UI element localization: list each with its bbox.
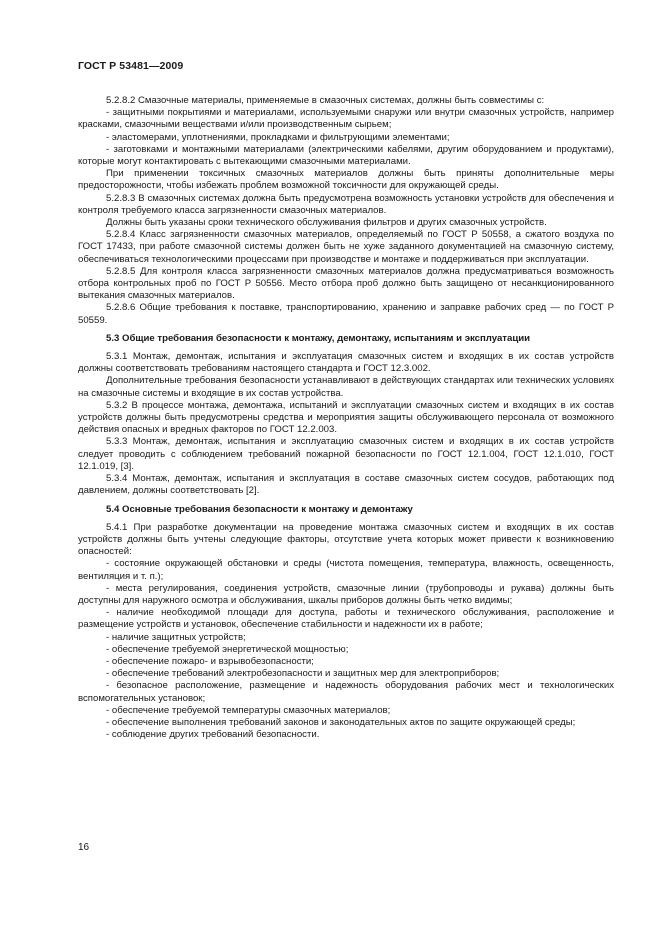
paragraph: При применении токсичных смазочных материалов должны быть приняты дополнительные меры предосторожности, чтобы избежать проблем возможной токсичности для окружающей среды. — [78, 168, 614, 192]
paragraph: 5.3.4 Монтаж, демонтаж, испытания и эксплуатация в составе смазочных систем сосудов, работающих под давлением, должны соответствовать [2]. — [78, 473, 614, 497]
paragraph: - обеспечение выполнения требований законов и законодательных актов по защите окружающей среды; — [106, 716, 576, 728]
paragraph: Должны быть указаны сроки технического обслуживания фильтров и других смазочных устройств. — [106, 217, 547, 229]
paragraph: 5.2.8.3 В смазочных системах должна быть предусмотрена возможность установки устройств для обеспечения и контроля требуемого класса загрязненности смазочных материалов. — [78, 192, 614, 216]
paragraph: Дополнительные требования безопасности устанавливают в действующих стандартах или технических условиях на смазочные системы и входящие в их состав устройства. — [78, 375, 614, 399]
paragraph: - состояние окружающей обстановки и среды (чистота помещения, температура, влажность, освещенность, вентиляция и т. п.); — [78, 558, 614, 582]
paragraph: - обеспечение требуемой температуры смазочных материалов; — [106, 704, 391, 716]
paragraph: 5.2.8.2 Смазочные материалы, применяемые в смазочных системах, должны быть совместимы с: — [106, 95, 545, 106]
paragraph: - места регулирования, соединения устройств, смазочные линии (трубопроводы и рукава) должны быть доступны для наружного осмотра и обслуживания, шкалы приборов должны быть четко видимы; — [78, 582, 614, 606]
document-code-header: ГОСТ Р 53481—2009 — [78, 60, 184, 72]
paragraph: 5.2.8.4 Класс загрязненности смазочных материалов, определяемый по ГОСТ Р 50558, а сжатого воздуха по ГОСТ 17433, при работе смазочной системы должен быть не хуже заданного документацией на смазочную систему, обеспечиваться технологическими процессами при производстве и монтаже и поддерживаться при эксплуатации. — [78, 229, 614, 265]
paragraph: 5.3.3 Монтаж, демонтаж, испытания и эксплуатацию смазочных систем и входящих в их состав устройств следует проводить с соблюдением требований пожарной безопасности по ГОСТ 12.1.004, ГОСТ 12.1.010, ГОСТ 12.1.019, [3]. — [78, 436, 614, 472]
paragraph: - обеспечение требований электробезопасности и защитных мер для электроприборов; — [106, 668, 500, 680]
paragraph: 5.2.8.6 Общие требования к поставке, транспортированию, хранению и заправке рабочих сред — по ГОСТ Р 50559. — [78, 302, 614, 326]
paragraph: - обеспечение пожаро- и взрывобезопасности; — [106, 655, 314, 667]
document-body — [78, 95, 614, 741]
page-number: 16 — [78, 842, 90, 853]
paragraph: - соблюдение других требований безопасности. — [106, 729, 320, 741]
section-heading: 5.3 Общие требования безопасности к монтажу, демонтажу, испытаниям и эксплуатации — [106, 332, 531, 344]
paragraph: - эластомерами, уплотнениями, прокладками и фильтрующими элементами; — [106, 131, 450, 143]
paragraph: 5.3.2 В процессе монтажа, демонтажа, испытаний и эксплуатации смазочных систем и входящих в их состав устройств должны быть предусмотрены средства и мероприятия защиты обслуживающего персонала от возможного действия опасных и вредных факторов по ГОСТ 12.2.003. — [78, 399, 614, 436]
paragraph: 5.4.1 При разработке документации на проведение монтажа смазочных систем и входящих в их состав устройств должны быть учтены следующие факторы, отсутствие учета которых может привести к возникновению опасностей: — [78, 521, 614, 558]
paragraph: - обеспечение требуемой энергетической мощностью; — [106, 643, 349, 655]
paragraph: - безопасное расположение, размещение и надежность оборудования рабочих мест и технологических вспомогательных установок; — [78, 680, 614, 704]
paragraph: - наличие защитных устройств; — [106, 631, 246, 643]
paragraph: - защитными покрытиями и материалами, используемыми снаружи или внутри смазочных устройств, например красками, смазочными веществами и/или производственным сырьем; — [78, 107, 614, 131]
paragraph: - наличие необходимой площади для доступа, работы и технического обслуживания, расположение и размещение устройств и установок, обеспечение стабильности и надежности их в работе; — [78, 607, 614, 631]
paragraph: - заготовками и монтажными материалами (электрическими кабелями, другим оборудованием и продуктами), которые могут контактировать с вытекающими смазочными материалами. — [78, 143, 614, 168]
section-heading: 5.4 Основные требования безопасности к монтажу и демонтажу — [106, 503, 413, 515]
paragraph: 5.3.1 Монтаж, демонтаж, испытания и эксплуатация смазочных систем и входящих в их состав устройств должны соответствовать требованиям настоящего стандарта и ГОСТ 12.3.002. — [78, 351, 614, 375]
paragraph: 5.2.8.5 Для контроля класса загрязненности смазочных материалов должна предусматриваться возможность отбора контрольных проб по ГОСТ Р 50556. Место отбора проб должно быть защищено от несанкционированного вытекания смазочных материалов. — [78, 265, 614, 302]
